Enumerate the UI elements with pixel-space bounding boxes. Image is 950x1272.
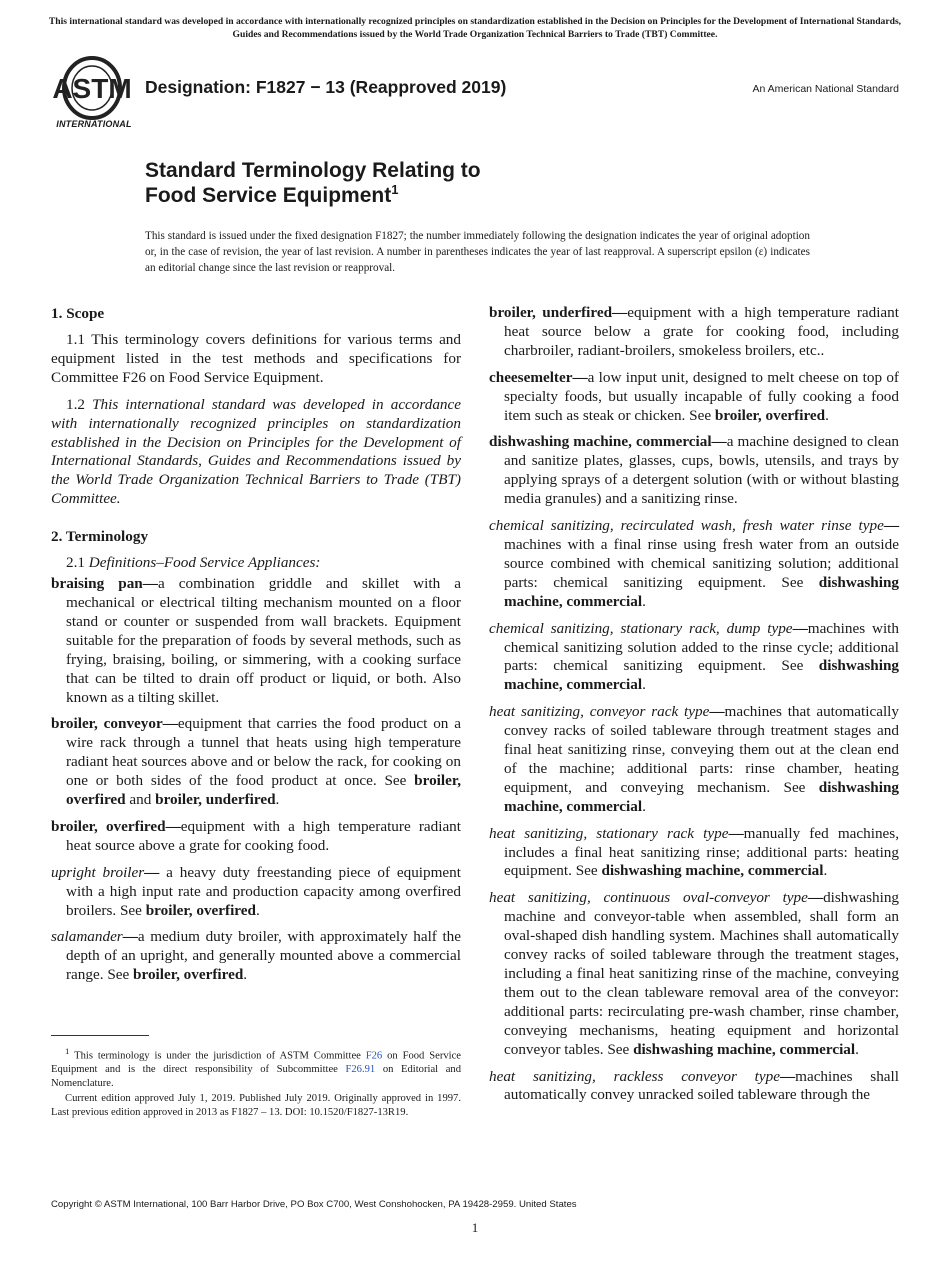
term-heat-rackless-conveyor: heat sanitizing, rackless conveyor type [489,1067,780,1085]
period: . [825,406,829,424]
definition-upright-broiler [51,864,461,921]
period: . [823,862,828,880]
term-heat-stationary-rack: heat sanitizing, stationary rack type [489,824,729,842]
link-f26[interactable]: F26 [365,1050,383,1062]
term-dishwashing-machine: dishwashing machine, commercial— [489,433,727,451]
ref-broiler-underfired: broiler, underfired [155,791,276,809]
scope-para-2-num: 1.2 [66,395,85,413]
ref-broiler-overfired: broiler, overfired [66,772,461,809]
term-broiler-overfired: broiler, overfired— [51,817,181,835]
text-chemical-recirculated: machines with a final rinse using fresh water from an outside source combined with chemical sanitizing solution; additional parts: chemical sanitizing equipment. See [504,535,899,591]
title-footnote-mark[interactable]: 1 [391,182,399,197]
term-braising-pan: braising pan— [51,575,158,593]
text-heat-conveyor-rack: machines that automatically convey racks of soiled tableware through treatment stages and final heat sanitizing rinse, conveying them out at the clean end of the machine; additional parts: rinse chamber, heating equipment, and conveying mechanism. See [504,703,899,796]
ref-dishwashing-machine: dishwashing machine, commercial [504,657,899,694]
title-line-1: Standard Terminology Relating to [145,159,481,182]
period: . [642,676,646,694]
text-salamander: a medium duty broiler, with approximately half the depth of an upright, and generally mounted above a commercial range. See [66,928,461,984]
period: . [275,791,280,809]
definition-chemical-dump [489,620,899,696]
dash: — [709,703,725,721]
text-chemical-dump: machines with chemical sanitizing solution added to the rinse cycle; additional parts: chemical sanitizing equipment. See [504,619,899,675]
definition-chemical-recirculated [489,517,899,612]
period: . [642,797,646,815]
period: . [243,966,248,984]
term-heat-oval-conveyor: heat sanitizing, continuous oval-conveyor type [489,889,808,907]
right-column [489,304,899,1105]
text-heat-rackless-conveyor: machines shall automatically convey unracked soiled tableware through the [504,1067,899,1104]
definition-braising-pan [51,575,461,707]
terminology-heading: 2. Terminology [51,528,149,546]
dash: — [883,517,899,535]
term-chemical-recirculated: chemical sanitizing, recirculated wash, fresh water rinse type [489,517,884,535]
definition-dishwashing-machine [489,433,899,509]
scope-para-2 [51,396,461,509]
terminology-subheading [51,554,461,573]
footnote-divider [51,1035,149,1036]
footnote-1 [51,1045,461,1090]
dash: — [792,619,808,637]
definition-heat-oval-conveyor [489,889,899,1059]
period: . [855,1040,859,1058]
footnote-1-part-b: on Food Service Equipment and is the direct responsibility of Subcommittee [51,1050,461,1076]
definition-broiler-underfired [489,304,899,361]
ref-dishwashing-machine: dishwashing machine, commercial [504,778,899,815]
footnote-1-part-a: This terminology is under the jurisdiction of ASTM Committee [69,1050,366,1062]
footnote-2: Current edition approved July 1, 2019. Published July 2019. Originally approved in 1997. Last previous edition approved in 2013 as F1827 – 13. DOI: 10.1520/F1827-13R19. [51,1093,461,1118]
text-broiler-underfired: equipment with a high temperature radiant heat source below a grate for cooking food, including charbroiler, radiant-broilers, smokeless broilers, etc.. [504,304,899,359]
conjunction-and: and [125,791,156,809]
text-heat-stationary-rack: manually fed machines, includes a final heat sanitizing rinse; additional parts: heating equipment. See [504,824,899,880]
term-chemical-dump: chemical sanitizing, stationary rack, dump type [489,619,793,637]
text-broiler-conveyor: equipment that carries the food product on a wire rack through a tunnel that heats using high temperature radiant heat sources above and or below the rack, for cooking on one or both sides of the food product at once. See [66,715,461,790]
designation: Designation: F1827 − 13 (Reapproved 2019) [145,77,507,97]
term-salamander: salamander [51,928,123,946]
text-upright-broiler: a heavy duty freestanding piece of equipment with a high input rate and production capacity among overfired broilers. See [66,863,461,919]
dash: — [122,928,138,946]
logo-text: ASTM [52,73,132,104]
dash: — [807,889,824,907]
ref-broiler-overfired: broiler, overfired [714,406,826,424]
period: . [255,901,260,919]
ref-dishwashing-machine: dishwashing machine, commercial [504,573,899,610]
text-cheesemelter: a low input unit, designed to melt cheese on top of specialty foods, but usually incapable of fully cooking a food item such as steak or chicken. See [504,368,899,424]
title-line-2-text: Food Service Equipment [145,184,392,207]
left-column [51,304,461,993]
text-dishwashing-machine: a machine designed to clean and sanitize plates, glasses, cups, bowls, utensils, and trays by applying sprays of a detergent solution (with or without blasting media granules) and a sanitizing rinse. [504,433,899,508]
issue-note: This standard is issued under the fixed designation F1827; the number immediately following the designation indicates the year of original adoption or, in the case of revision, the year of last revision. A number in parentheses indicates the year of last reapproval. A superscript epsilon (ε) indicates an editorial change since the last revision or reapproval. [145,230,810,274]
national-standard-label: An American National Standard [752,83,899,95]
ref-broiler-overfired: broiler, overfired [133,966,244,984]
link-f26-91[interactable]: F26.91 [345,1064,376,1076]
definition-salamander [51,928,461,985]
term-cheesemelter: cheesemelter— [489,368,588,386]
definition-broiler-conveyor [51,715,461,810]
text-heat-oval-conveyor: dishwashing machine and conveyor-table when assembled, shall form an oval-shaped dish handling system. Machines shall automatically convey racks of soiled tableware through the treatment stages, including a final heat sanitizing rinse of the machine, conveying them out to the clean tableware removal area of the conveyor: additional parts: recirculating pre-wash chamber, rinse chamber, conveying mechanisms, heating equipment and horizontal conveyor tables. See [504,889,899,1058]
definition-heat-rackless-conveyor [489,1068,899,1106]
text-braising-pan: a combination griddle and skillet with a mechanical or electrical tilting mechanism mounted on a floor stand or counter or suspended from wall brackets. Equipment suitable for the preparation of foods by several methods, such as frying, braising, boiling, or simmering, with a cooking surface that can be tilted to drain off product or liquid, or both. Also known as a tilting skillet. [66,575,461,706]
page-number: 1 [471,1220,479,1235]
top-notice: This international standard was developed in accordance with internationally recognized principles on standardization established in the Decision on Principles for the Development of International Standards, Guides and Recommendations issued by the World Trade Organization Technical Barriers to Trade (TBT) Committee. [48,16,902,40]
definition-cheesemelter [489,369,899,426]
dash: — [779,1067,796,1085]
scope-heading: 1. Scope [51,305,105,322]
footnote-1-mark: 1 [65,1046,70,1056]
definition-heat-conveyor-rack [489,703,899,816]
terminology-sub-text: Definitions–Food Service Appliances: [88,554,321,572]
footnote-1-part-c: on Editorial and Nomenclature. [51,1064,462,1089]
title-line-2 [145,183,481,208]
scope-para-2-text: This international standard was developed in accordance with internationally recognized principles on standardization established in the Decision on Principles for the Development of International Standards, Guides and Recommendations issued by the World Trade Organization Technical Barriers to Trade (TBT) Committee. [51,395,462,508]
period: . [642,592,646,610]
copyright-notice: Copyright © ASTM International, 100 Barr Harbor Drive, PO Box C700, West Conshohocken, PA 19428-2959. United States [51,1199,577,1210]
ref-dishwashing-machine: dishwashing machine, commercial [601,862,824,880]
ref-dishwashing-machine: dishwashing machine, commercial [633,1040,856,1058]
term-broiler-underfired: broiler, underfired— [489,304,628,321]
dash: — [144,863,160,881]
ref-broiler-overfired: broiler, overfired [145,901,256,919]
scope-para-1: 1.1 This terminology covers definitions for various terms and equipment listed in the test methods and specifications for Committee F26 on Food Service Equipment. [51,331,461,386]
term-upright-broiler: upright broiler [51,863,145,881]
term-broiler-conveyor: broiler, conveyor— [51,715,178,733]
document-title [145,158,481,208]
terminology-sub-num: 2.1 [66,554,85,572]
text-broiler-overfired: equipment with a high temperature radiant heat source above a grate for cooking food. [66,817,461,854]
logo-caption: INTERNATIONAL [56,119,132,129]
dash: — [728,824,744,842]
definition-broiler-overfired [51,818,461,856]
term-heat-conveyor-rack: heat sanitizing, conveyor rack type [489,703,710,721]
definition-heat-stationary-rack [489,825,899,882]
footnotes [51,1045,461,1122]
